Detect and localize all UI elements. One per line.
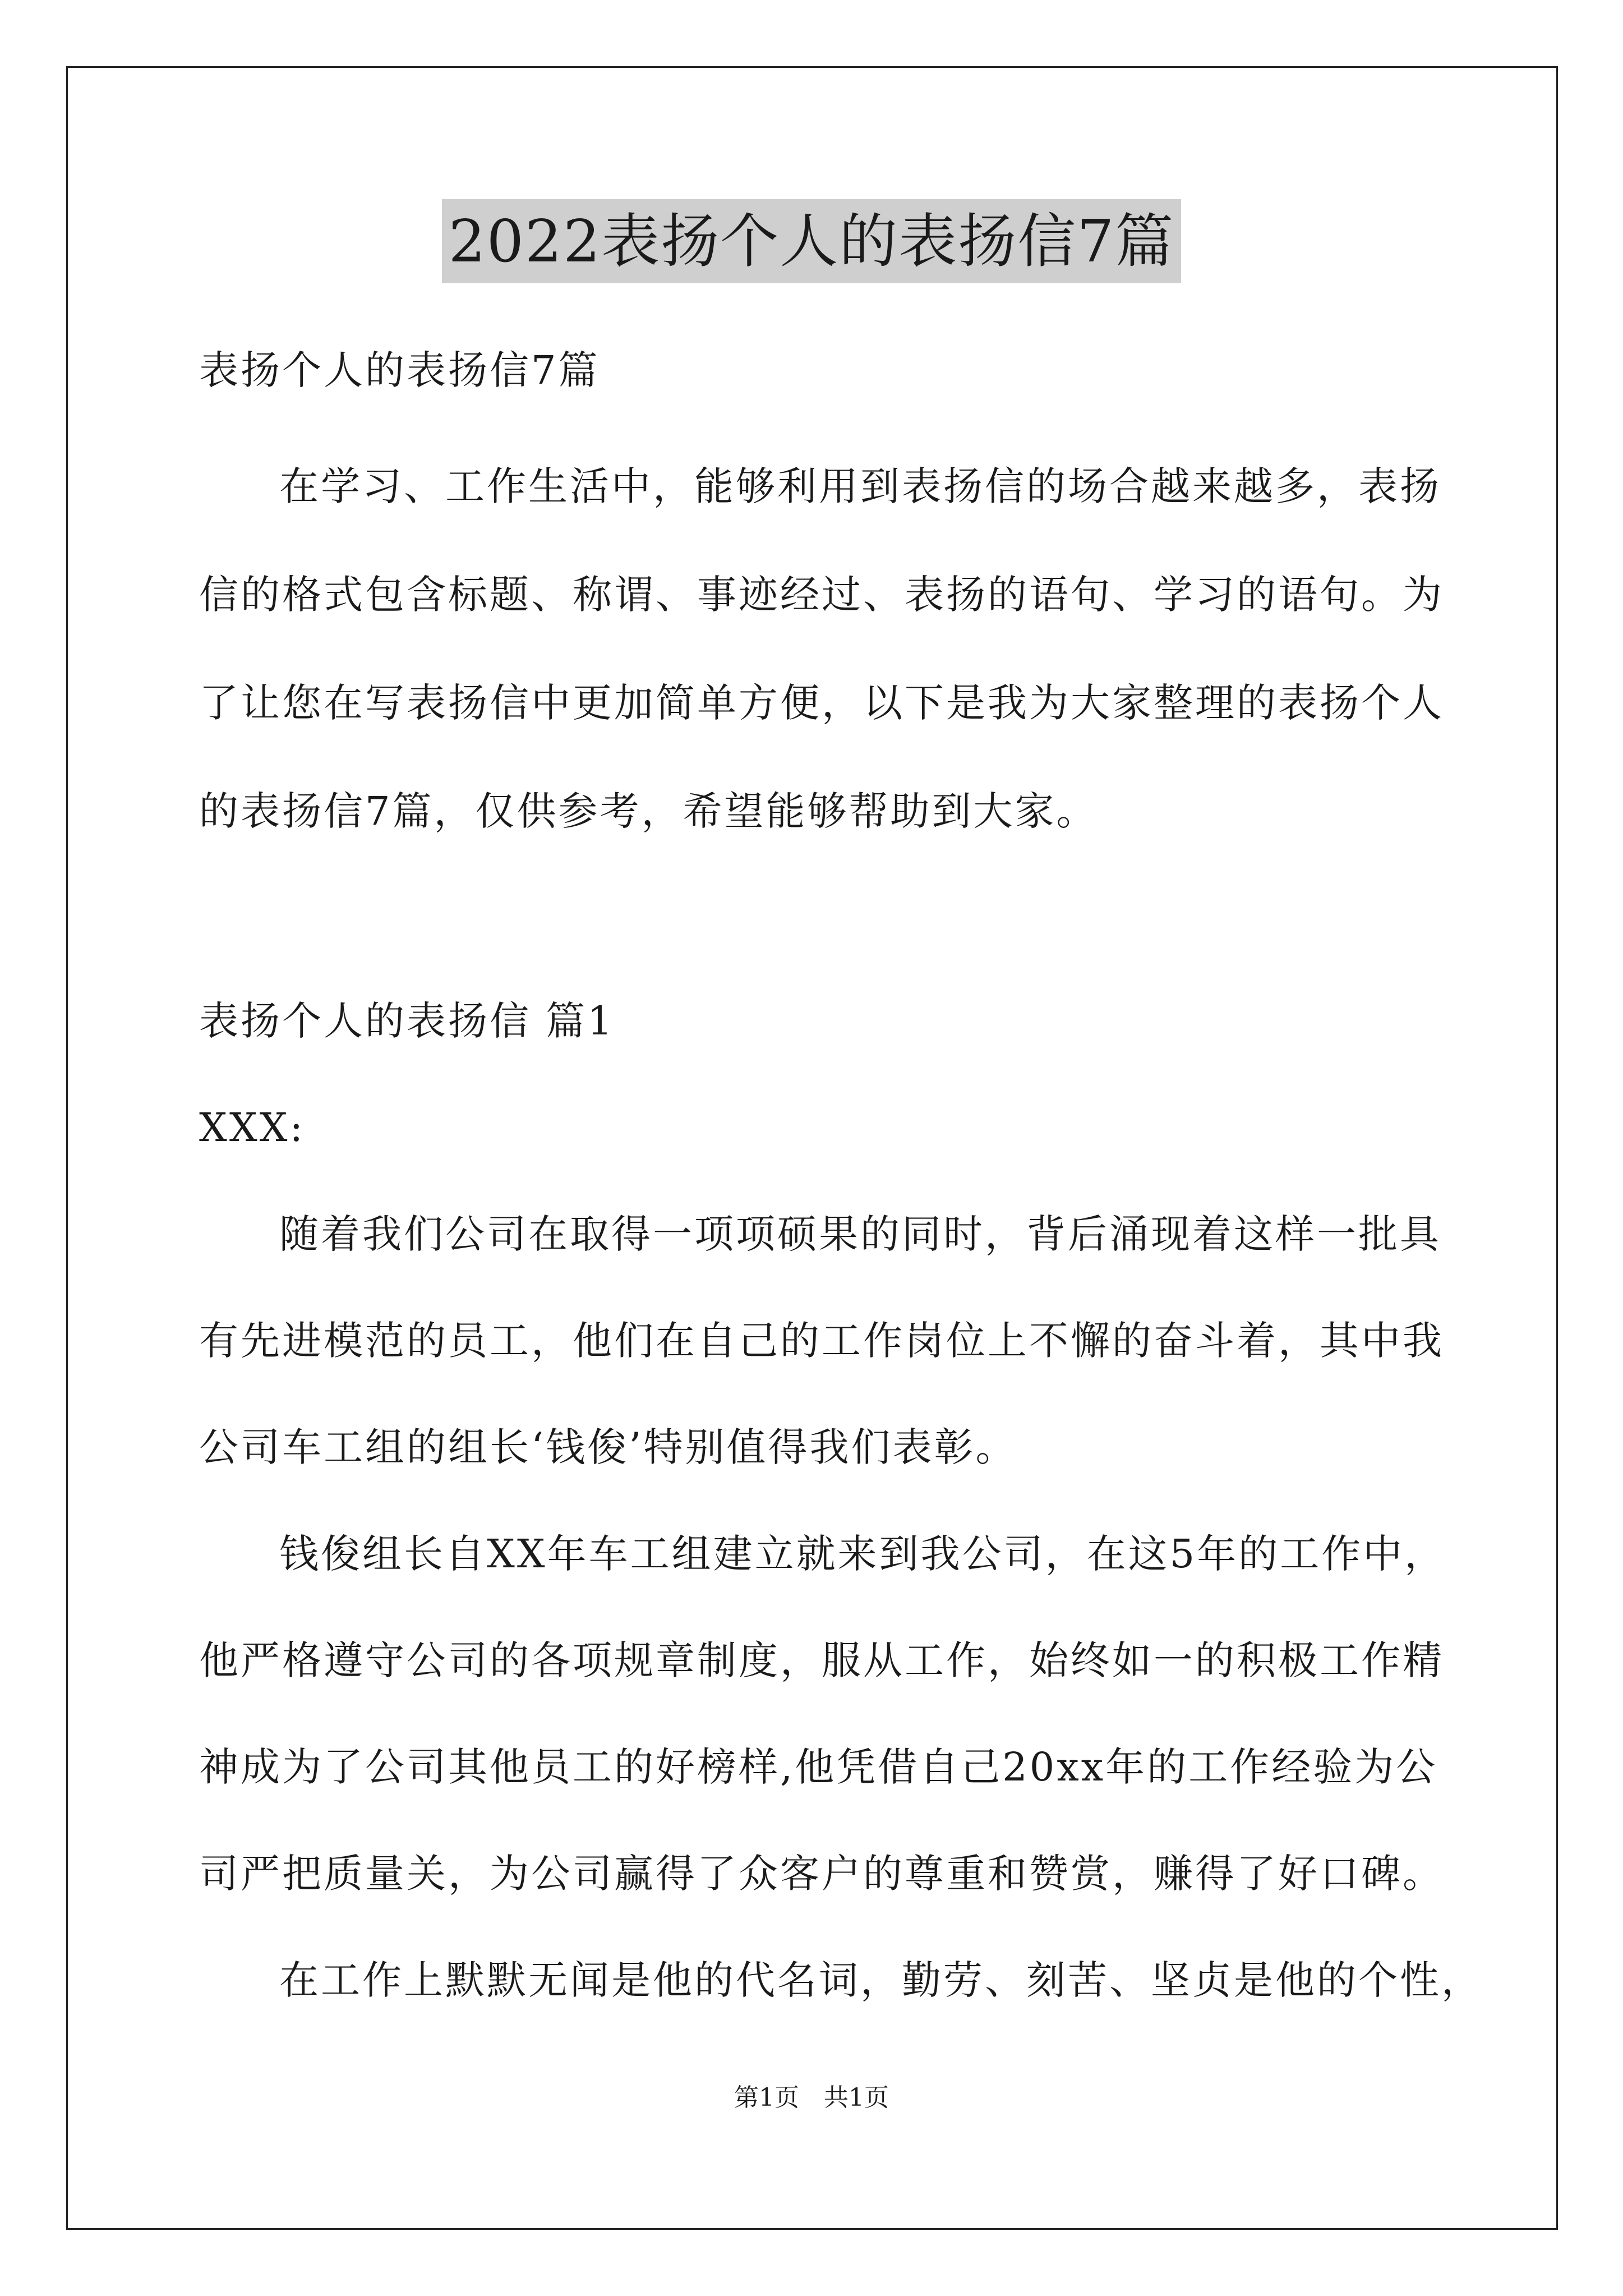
- paragraph-line: 的表扬信7篇，仅供参考，希望能够帮助到大家。: [199, 788, 1098, 834]
- paragraph-line: 了让您在写表扬信中更加简单方便，以下是我为大家整理的表扬个人: [199, 680, 1444, 726]
- paragraph-line: 司严把质量关，为公司赢得了众客户的尊重和赞赏，赚得了好口碑。: [199, 1851, 1444, 1897]
- paragraph-line: 在学习、工作生活中，能够利用到表扬信的场合越来越多，表扬: [279, 463, 1441, 509]
- paragraph-line: 公司车工组的组长‘钱俊’特别值得我们表彰。: [199, 1424, 1017, 1470]
- paragraph-line: 他严格遵守公司的各项规章制度，服从工作，始终如一的积极工作精: [199, 1637, 1444, 1683]
- section-heading: 表扬个人的表扬信 篇1: [199, 998, 615, 1044]
- paragraph-line: 有先进模范的员工，他们在自己的工作岗位上不懈的奋斗着，其中我: [199, 1318, 1444, 1364]
- paragraph-line: 信的格式包含标题、称谓、事迹经过、表扬的语句、学习的语句。为: [199, 572, 1444, 618]
- paragraph-line: 在工作上默默无闻是他的代名词，勤劳、刻苦、坚贞是他的个性，: [279, 1957, 1483, 2003]
- paragraph-line: 随着我们公司在取得一项项硕果的同时，背后涌现着这样一批具: [279, 1211, 1441, 1257]
- paragraph-line: 神成为了公司其他员工的好榜样,他凭借自己20xx年的工作经验为公: [199, 1744, 1438, 1790]
- page-footer: 第1页 共1页: [734, 2083, 889, 2112]
- document-title: 2022表扬个人的表扬信7篇: [442, 199, 1182, 283]
- salutation: XXX:: [199, 1105, 306, 1151]
- paragraph-line: 钱俊组长自XX年车工组建立就来到我公司，在这5年的工作中，: [279, 1531, 1446, 1577]
- subtitle-line: 表扬个人的表扬信7篇: [199, 347, 600, 393]
- title-container: [0, 199, 1623, 283]
